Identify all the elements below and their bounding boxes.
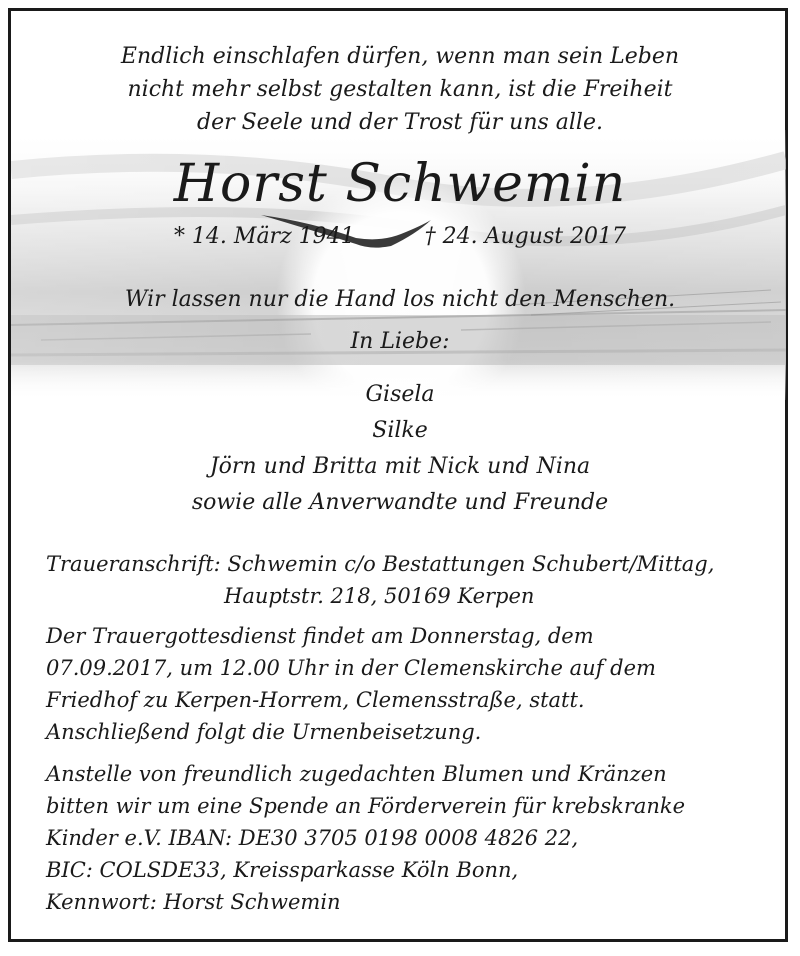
opening-quote (0, 40, 800, 139)
donation-line: Kennwort: Horst Schwemin (46, 890, 341, 914)
family-member: Silke (372, 418, 428, 443)
service-line: Friedhof zu Kerpen-Horrem, Clemensstraße, statt. (46, 688, 585, 712)
deceased-name: Horst Schwemin (173, 154, 627, 214)
quote-line: der Seele und der Trost für uns alle. (196, 110, 603, 135)
mourning-address (46, 548, 766, 612)
address-line: Hauptstr. 218, 50169 Kerpen (224, 584, 535, 608)
family-member: sowie alle Anverwandte und Freunde (191, 490, 609, 515)
quote-line: nicht mehr selbst gestalten kann, ist die Freiheit (127, 77, 673, 102)
address-line: Traueranschrift: Schwemin c/o Bestattungen Schubert/Mittag, (46, 552, 715, 576)
family-member: Gisela (365, 382, 435, 407)
donation-line: BIC: COLSDE33, Kreissparkasse Köln Bonn, (46, 858, 519, 882)
service-line: Anschließend folgt die Urnenbeisetzung. (46, 720, 482, 744)
life-dates (0, 220, 800, 254)
family-member: Jörn und Britta mit Nick und Nina (209, 454, 591, 479)
donation-line: bitten wir um eine Spende an Förderverein für krebskranke (46, 794, 686, 818)
quote-line: Endlich einschlafen dürfen, wenn man sein Leben (120, 44, 680, 69)
donation-line: Anstelle von freundlich zugedachten Blumen und Kränzen (46, 762, 667, 786)
family-list (0, 377, 800, 521)
service-info (46, 620, 766, 748)
motto: Wir lassen nur die Hand los nicht den Menschen. (124, 287, 676, 312)
donation-info (46, 758, 766, 918)
donation-line: Kinder e.V. IBAN: DE30 3705 0198 0008 4826 22, (46, 826, 579, 850)
birth-date: * 14. März 1941 (173, 224, 355, 249)
in-love-heading: In Liebe: (350, 329, 450, 354)
service-line: 07.09.2017, um 12.00 Uhr in der Clemenskirche auf dem (46, 656, 656, 680)
death-date: † 24. August 2017 (424, 224, 627, 249)
service-line: Der Trauergottesdienst findet am Donnerstag, dem (46, 624, 594, 648)
